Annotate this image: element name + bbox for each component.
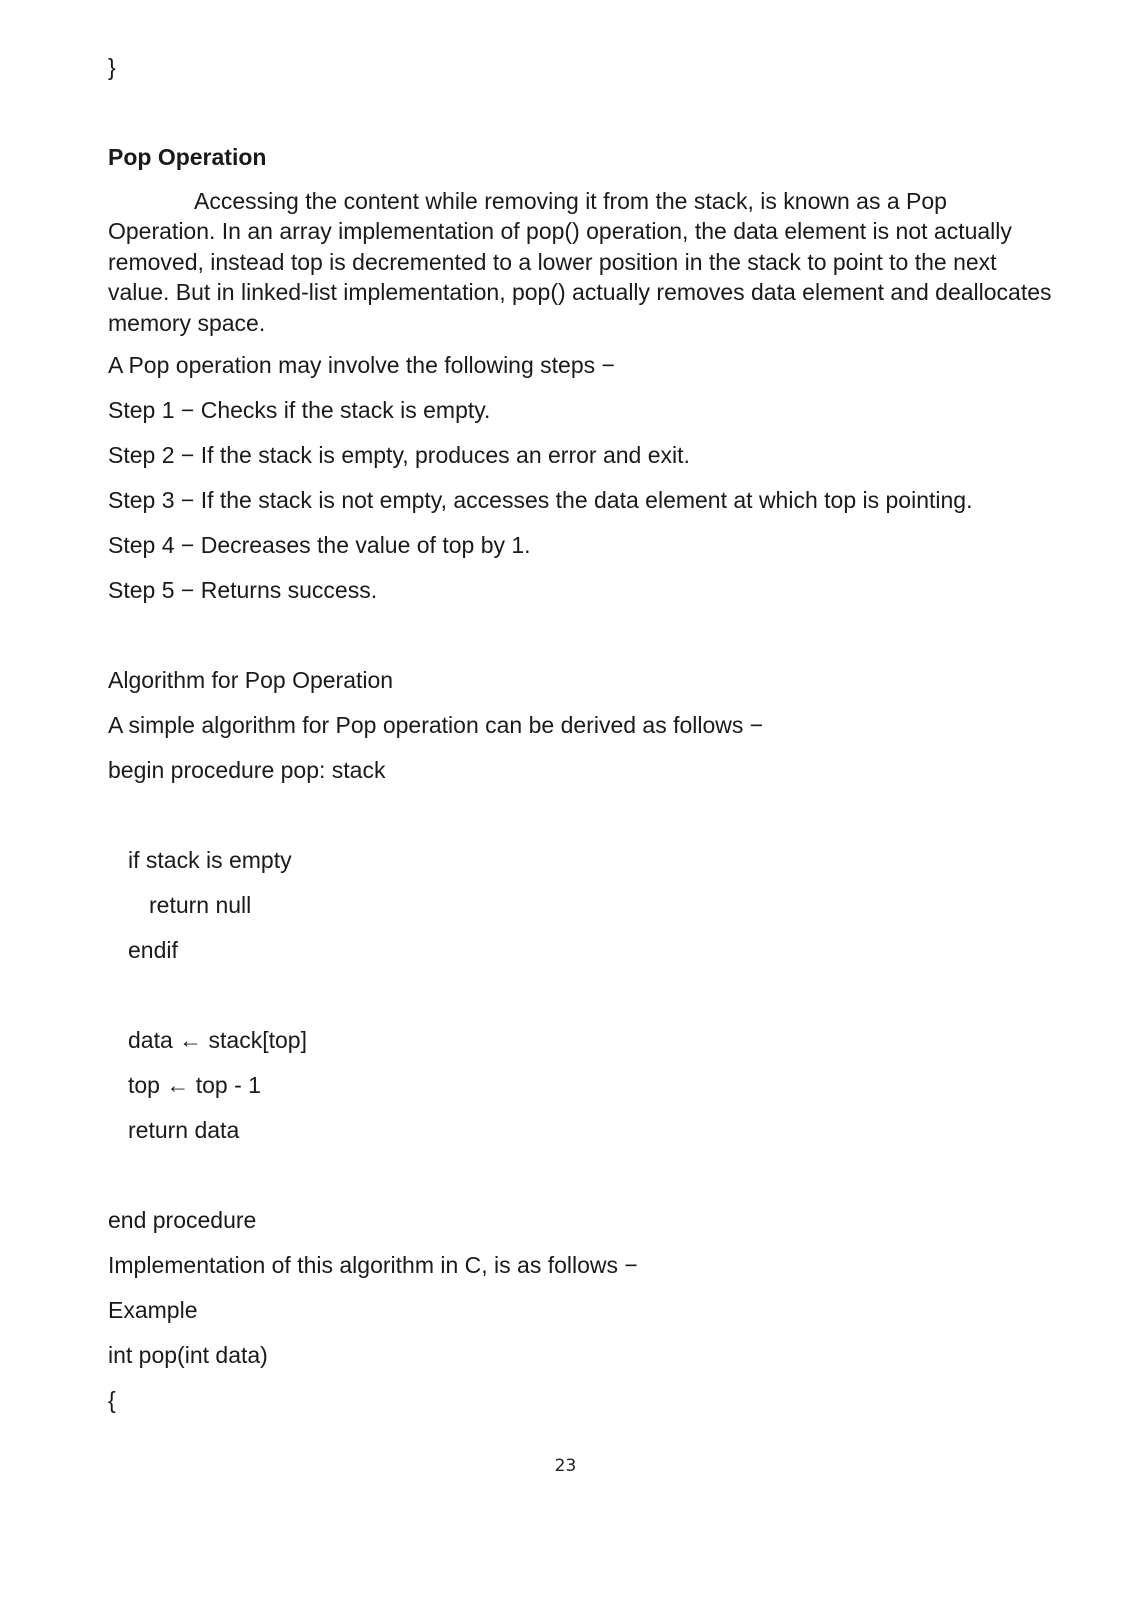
pseudocode-return-data: return data <box>128 1117 240 1143</box>
step-1: Step 1 − Checks if the stack is empty. <box>108 397 491 423</box>
pseudocode-if: if stack is empty <box>128 847 292 873</box>
section-heading: Pop Operation <box>108 144 267 170</box>
function-signature: int pop(int data) <box>108 1342 268 1368</box>
closing-brace: } <box>108 54 116 80</box>
algorithm-heading: Algorithm for Pop Operation <box>108 667 394 693</box>
implementation-intro: Implementation of this algorithm in C, is as follows − <box>108 1252 638 1278</box>
pseudocode-top-assign: top ← top - 1 <box>128 1072 261 1098</box>
algorithm-intro: A simple algorithm for Pop operation can be derived as follows − <box>108 712 764 738</box>
pseudocode-data-assign: data ← stack[top] <box>128 1027 307 1053</box>
step-3: Step 3 − If the stack is not empty, accesses the data element at which top is pointing. <box>108 487 973 513</box>
pseudocode-return-null: return null <box>149 892 252 918</box>
steps-intro: A Pop operation may involve the following steps − <box>108 352 615 378</box>
intro-paragraph: Accessing the content while removing it from the stack, is known as a Pop Operation. In an array implementation of pop() operation, the data element is not actually removed, instead top is decremented to a lower position in the stack to point to the next value. But in linked-list implementation, pop() actually removes data element and deallocates memory space. <box>108 188 1052 336</box>
step-5: Step 5 − Returns success. <box>108 577 378 603</box>
pseudocode-end: end procedure <box>108 1207 257 1233</box>
example-label: Example <box>108 1297 198 1323</box>
pseudocode-endif: endif <box>128 937 178 963</box>
page-number: 23 <box>554 1456 577 1476</box>
opening-brace: { <box>108 1387 116 1413</box>
step-4: Step 4 − Decreases the value of top by 1. <box>108 532 531 558</box>
step-2: Step 2 − If the stack is empty, produces an error and exit. <box>108 442 690 468</box>
pseudocode-begin: begin procedure pop: stack <box>108 757 386 783</box>
